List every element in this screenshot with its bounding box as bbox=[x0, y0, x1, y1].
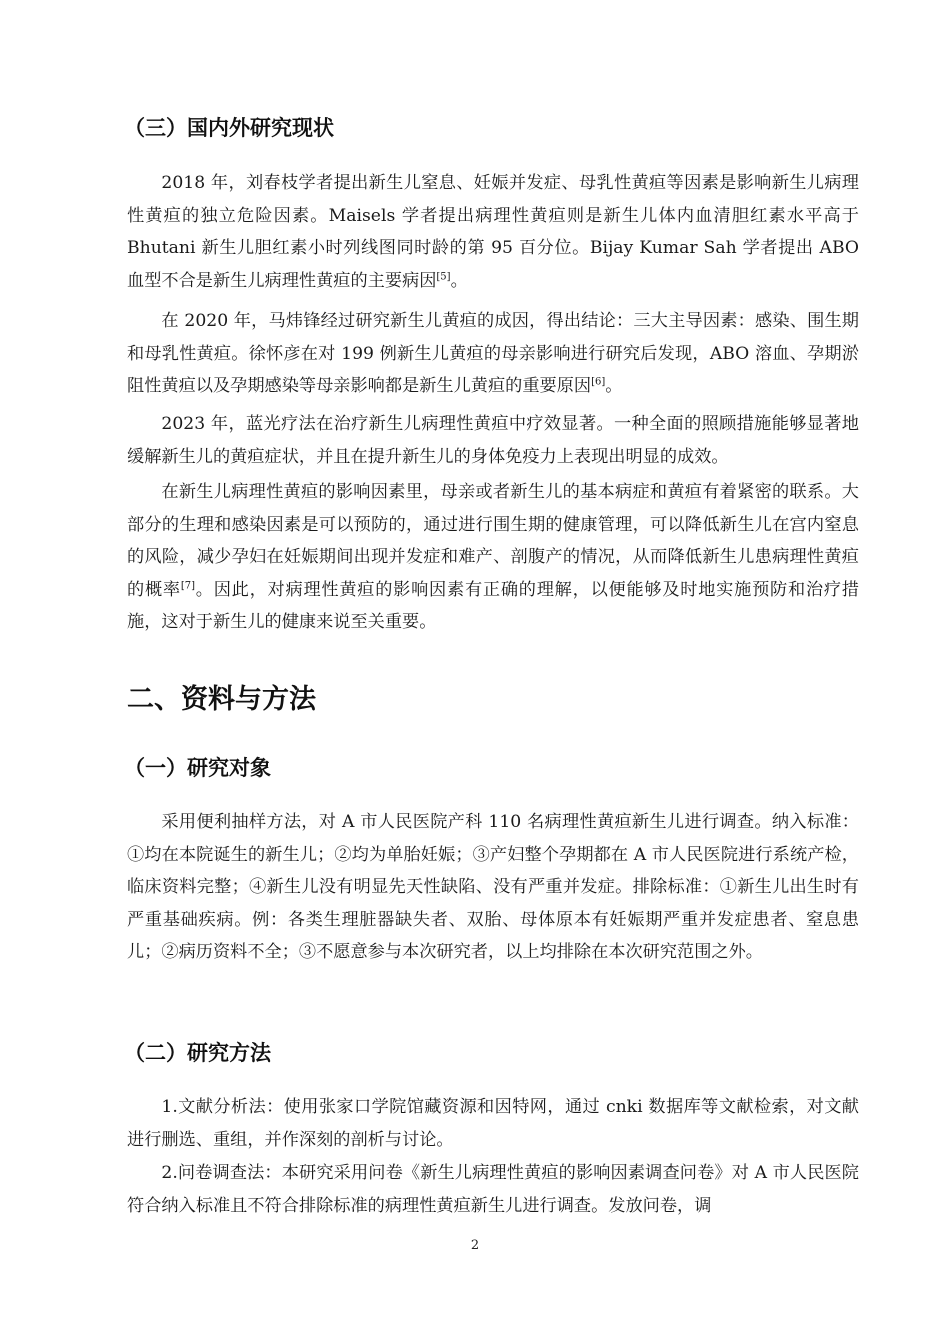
section-heading: （三）国内外研究现状 bbox=[124, 116, 334, 140]
paragraph-text: 2.问卷调查法：本研究采用问卷《新生儿病理性黄疸的影响因素调查问卷》对 A 市人民医院符合纳入标准且不符合排除标准的病理性黄疸新生儿进行调查。发放问卷，调 bbox=[127, 1163, 859, 1216]
page-number: 2 bbox=[470, 1238, 480, 1253]
paragraph-text: 采用便利抽样方法，对 A 市人民医院产科 110 名病理性黄疸新生儿进行调查。纳入标准：①均在本院诞生的新生儿；②均为单胎妊娠；③产妇整个孕期都在 A 市人民医院进行系统产检，临床资料完整；④新生儿没有明显先天性缺陷、没有严重并发症。排除标准：①新生儿出生时有严重基础疾病。例：各类生理脏器缺失者、双胎、母体原本有妊娠期严重并发症患者、窒息患儿；②病历资料不全；③不愿意参与本次研究者，以上均排除在本次研究范围之外。 bbox=[127, 812, 859, 962]
paragraph bbox=[127, 305, 859, 403]
paragraph-tail: 。 bbox=[450, 270, 468, 291]
chapter-heading: 二、资料与方法 bbox=[127, 684, 316, 715]
paragraph bbox=[127, 1157, 859, 1222]
paragraph bbox=[127, 476, 859, 639]
section-heading: （二）研究方法 bbox=[124, 1041, 271, 1065]
citation-ref: [6] bbox=[591, 376, 606, 388]
paragraph-text: 在新生儿病理性黄疸的影响因素里，母亲或者新生儿的基本病症和黄疸有着紧密的联系。大部分的生理和感染因素是可以预防的，通过进行围生期的健康管理，可以降低新生儿在宫内窒息的风险，减少孕妇在妊娠期间出现并发症和难产、剖腹产的情况，从而降低新生儿患病理性黄疸的概率 bbox=[127, 482, 859, 600]
citation-ref: [7] bbox=[180, 579, 196, 591]
paragraph bbox=[127, 408, 859, 473]
paragraph-tail: 。 bbox=[605, 376, 623, 396]
paragraph-text: 2023 年，蓝光疗法在治疗新生儿病理性黄疸中疗效显著。一种全面的照顾措施能够显著地缓解新生儿的黄疸症状，并且在提升新生儿的身体免疫力上表现出明显的成效。 bbox=[127, 414, 859, 467]
paragraph bbox=[127, 1091, 859, 1156]
paragraph-text: 2018 年，刘春枝学者提出新生儿窒息、妊娠并发症、母乳性黄疸等因素是影响新生儿病理性黄疸的独立危险因素。Maisels 学者提出病理性黄疸则是新生儿体内血清胆红素水平高于 Bhutani 新生儿胆红素小时列线图同时龄的第 95 百分位。Bijay Kumar Sah 学者提出 ABO 血型不合是新生儿病理性黄疸的主要病因 bbox=[127, 173, 859, 291]
paragraph-tail: 。因此，对病理性黄疸的影响因素有正确的理解，以便能够及时地实施预防和治疗措施，这对于新生儿的健康来说至关重要。 bbox=[127, 579, 859, 632]
section-heading: （一）研究对象 bbox=[124, 756, 271, 780]
citation-ref: [5] bbox=[436, 270, 451, 282]
paragraph bbox=[127, 806, 859, 969]
paragraph bbox=[127, 167, 859, 297]
paragraph-text: 在 2020 年，马炜锋经过研究新生儿黄疸的成因，得出结论：三大主导因素：感染、围生期和母乳性黄疸。徐怀彦在对 199 例新生儿黄疸的母亲影响进行研究后发现，ABO 溶血、孕期淤阻性黄疸以及孕期感染等母亲影响都是新生儿黄疸的重要原因 bbox=[127, 311, 859, 396]
paragraph-text: 1.文献分析法：使用张家口学院馆藏资源和因特网，通过 cnki 数据库等文献检索，对文献进行删选、重组，并作深刻的剖析与讨论。 bbox=[127, 1097, 859, 1150]
